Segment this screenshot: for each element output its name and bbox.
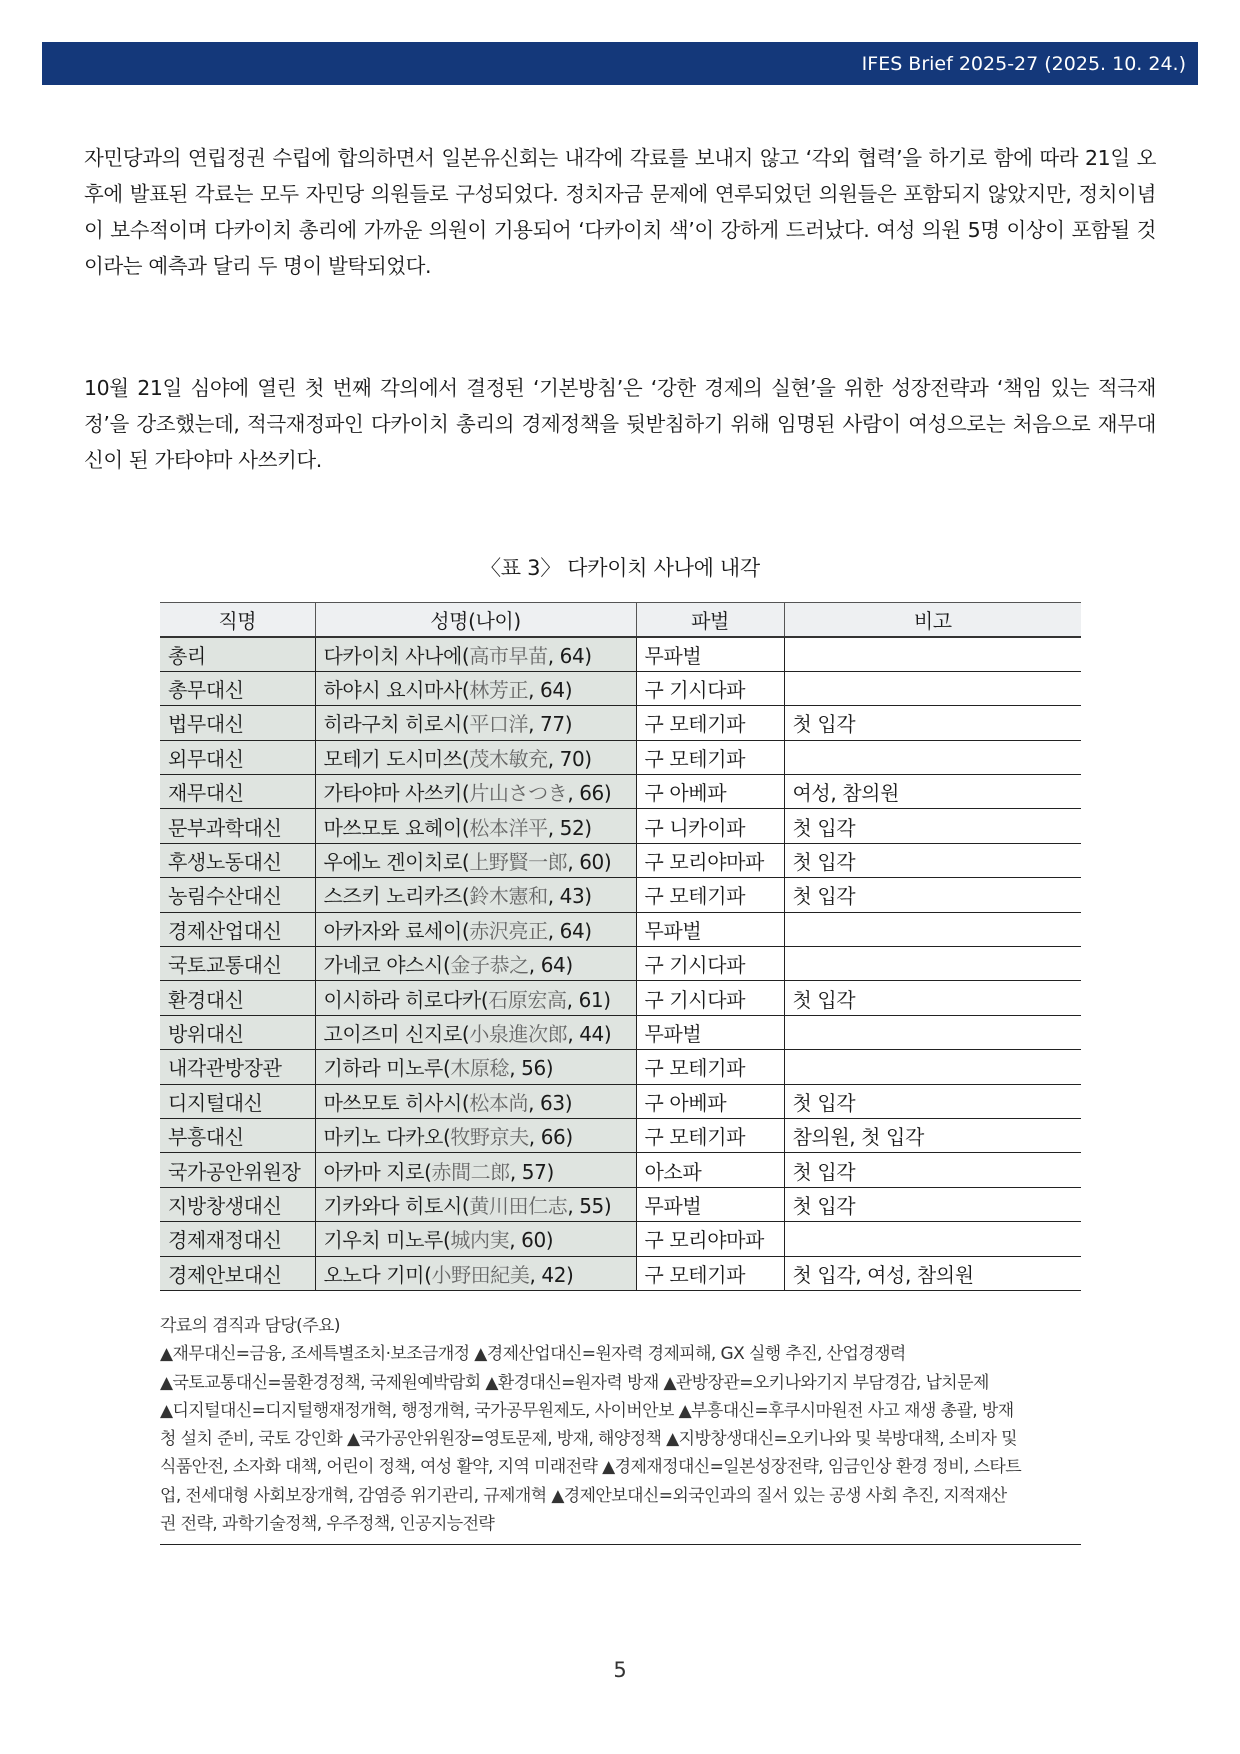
age: 66 <box>579 781 604 806</box>
name-kanji: 金子恭之 <box>450 953 529 978</box>
cabinet-table <box>160 602 1081 1291</box>
name-kanji: 赤間二郎 <box>431 1159 510 1184</box>
table-row <box>160 1084 1081 1118</box>
age: 55 <box>579 1193 604 1218</box>
cell-name: 하야시 요시마사(林芳正, 64) <box>315 671 636 705</box>
cell-note: 첫 입각 <box>784 706 1081 740</box>
table-row <box>160 1222 1081 1256</box>
age: 44 <box>579 1021 604 1046</box>
age: 70 <box>559 746 585 771</box>
cell-post: 디지털대신 <box>160 1084 315 1118</box>
name-korean: 가네코 야스시 <box>323 953 443 978</box>
table-row <box>160 843 1081 877</box>
name-kanji: 赤沢亮正 <box>469 918 548 943</box>
cell-name: 모테기 도시미쓰(茂木敏充, 70) <box>315 740 636 774</box>
cell-faction: 아소파 <box>636 1153 784 1187</box>
cell-note: 첫 입각, 여성, 참의원 <box>784 1256 1081 1290</box>
table-row <box>160 1118 1081 1152</box>
age: 64 <box>540 953 566 978</box>
table-row <box>160 671 1081 705</box>
name-korean: 마키노 다카오 <box>323 1125 443 1150</box>
cell-name: 가타야마 사쓰키(片山さつき, 66) <box>315 775 636 809</box>
cell-faction: 무파벌 <box>636 912 784 946</box>
cell-faction: 구 모테기파 <box>636 706 784 740</box>
cell-note: 참의원, 첫 입각 <box>784 1118 1081 1152</box>
cell-note <box>784 740 1081 774</box>
name-korean: 히라구치 히로시 <box>323 712 462 737</box>
name-korean: 오노다 기미 <box>323 1262 425 1287</box>
table-row <box>160 981 1081 1015</box>
name-korean: 마쓰모토 요헤이 <box>323 815 462 840</box>
age: 64 <box>559 918 585 943</box>
age: 61 <box>578 987 604 1012</box>
name-korean: 고이즈미 신지로 <box>323 1021 462 1046</box>
cell-post: 법무대신 <box>160 706 315 740</box>
cell-post: 경제산업대신 <box>160 912 315 946</box>
cell-post: 문부과학대신 <box>160 809 315 843</box>
cell-note: 첫 입각 <box>784 809 1081 843</box>
cell-name: 기카와다 히토시(黄川田仁志, 55) <box>315 1187 636 1221</box>
table-row <box>160 1050 1081 1084</box>
name-korean: 기카와다 히토시 <box>323 1193 462 1218</box>
cell-post: 부흥대신 <box>160 1118 315 1152</box>
cell-faction: 구 아베파 <box>636 775 784 809</box>
name-korean: 가타야마 사쓰키 <box>323 781 462 806</box>
cell-name: 마쓰모토 요헤이(松本洋平, 52) <box>315 809 636 843</box>
cell-note: 여성, 참의원 <box>784 775 1081 809</box>
cell-name: 히라구치 히로시(平口洋, 77) <box>315 706 636 740</box>
name-kanji: 松本尚 <box>469 1090 529 1115</box>
cell-name: 기하라 미노루(木原稔, 56) <box>315 1050 636 1084</box>
notes-heading: 각료의 겸직과 담당(주요) <box>160 1316 340 1336</box>
age: 63 <box>540 1090 565 1115</box>
name-kanji: 牧野京夫 <box>450 1125 529 1150</box>
name-korean: 이시하라 히로다카 <box>323 987 481 1012</box>
notes-line: 청 설치 준비, 국토 강인화 ▲국가공안위원장=영토문제, 방재, 해양정책 ▲지방창생대신=오키나와 및 북방대책, 소비자 및 <box>160 1429 1017 1450</box>
name-kanji: 黄川田仁志 <box>469 1193 568 1218</box>
name-kanji: 松本洋平 <box>469 815 548 840</box>
cell-name: 아카마 지로(赤間二郎, 57) <box>315 1153 636 1187</box>
notes-line: 식품안전, 소자화 대책, 어린이 정책, 여성 활약, 지역 미래전략 ▲경제재정대신=일본성장전략, 임금인상 환경 정비, 스타트 <box>160 1457 1022 1478</box>
cell-note: 첫 입각 <box>784 981 1081 1015</box>
cell-note <box>784 1015 1081 1049</box>
cell-name: 아카자와 료세이(赤沢亮正, 64) <box>315 912 636 946</box>
name-kanji: 上野賢一郎 <box>469 850 568 875</box>
cell-post: 경제안보대신 <box>160 1256 315 1290</box>
table-row <box>160 912 1081 946</box>
name-kanji: 茂木敏充 <box>469 746 548 771</box>
table-notes <box>160 1312 1081 1545</box>
table-row <box>160 878 1081 912</box>
cell-faction: 구 모테기파 <box>636 1118 784 1152</box>
cell-faction: 무파벌 <box>636 637 784 671</box>
cell-name: 마쓰모토 히사시(松本尚, 63) <box>315 1084 636 1118</box>
name-kanji: 高市早苗 <box>469 643 548 668</box>
name-korean: 기우치 미노루 <box>323 1228 443 1253</box>
cell-name: 고이즈미 신지로(小泉進次郎, 44) <box>315 1015 636 1049</box>
notes-line: ▲재무대신=금융, 조세특별조치·보조금개정 ▲경제산업대신=원자력 경제피해, GX 실행 추진, 산업경쟁력 <box>160 1344 906 1365</box>
age: 60 <box>521 1228 546 1253</box>
name-korean: 다카이치 사나에 <box>323 643 462 668</box>
cell-name: 기우치 미노루(城内実, 60) <box>315 1222 636 1256</box>
age: 43 <box>559 884 585 909</box>
cell-faction: 구 기시다파 <box>636 947 784 981</box>
cell-faction: 구 기시다파 <box>636 981 784 1015</box>
notes-line: ▲디지털대신=디지털행재정개혁, 행정개혁, 국가공무원제도, 사이버안보 ▲부흥대신=후쿠시마원전 사고 재생 총괄, 방재 <box>160 1400 1014 1421</box>
cell-post: 지방창생대신 <box>160 1187 315 1221</box>
table-row <box>160 637 1081 671</box>
table-row <box>160 947 1081 981</box>
table-row <box>160 1153 1081 1187</box>
page-number: 5 <box>613 1658 627 1682</box>
name-korean: 모테기 도시미쓰 <box>323 746 462 771</box>
name-korean: 마쓰모토 히사시 <box>323 1090 462 1115</box>
name-kanji: 林芳正 <box>469 678 529 703</box>
cell-note <box>784 671 1081 705</box>
cell-post: 총무대신 <box>160 671 315 705</box>
cell-name: 이시하라 히로다카(石原宏高, 61) <box>315 981 636 1015</box>
notes-line: ▲국토교통대신=물환경정책, 국제원예박람회 ▲환경대신=원자력 방재 ▲관방장관=오키나와기지 부담경감, 납치문제 <box>160 1372 989 1393</box>
name-korean: 스즈키 노리카즈 <box>323 884 462 909</box>
cell-faction: 구 니카이파 <box>636 809 784 843</box>
header-note: 비고 <box>784 603 1081 638</box>
name-kanji: 片山さつき <box>469 781 568 806</box>
cell-name: 가네코 야스시(金子恭之, 64) <box>315 947 636 981</box>
cell-faction: 구 모테기파 <box>636 740 784 774</box>
cell-post: 방위대신 <box>160 1015 315 1049</box>
paragraph-2: 10월 21일 심야에 열린 첫 번째 각의에서 결정된 ‘기본방침’은 ‘강한 경제의 실현’을 위한 성장전략과 ‘책임 있는 적극재정’을 강조했는데, 적극재정파인 다카이치 총리의 경제정책을 뒷받침하기 위해 임명된 사람이 여성으로는 처음으로 재무대신이 된 가타야마 사쓰키다. <box>84 376 1156 472</box>
age: 77 <box>540 712 565 737</box>
table-header-row <box>160 603 1081 638</box>
cell-note <box>784 1222 1081 1256</box>
cell-note: 첫 입각 <box>784 1153 1081 1187</box>
cell-post: 경제재정대신 <box>160 1222 315 1256</box>
cell-name: 다카이치 사나에(高市早苗, 64) <box>315 637 636 671</box>
cell-faction: 구 기시다파 <box>636 671 784 705</box>
cell-faction: 구 모리야마파 <box>636 1222 784 1256</box>
name-kanji: 木原稔 <box>450 1056 510 1081</box>
table-row <box>160 1015 1081 1049</box>
name-kanji: 石原宏高 <box>488 987 567 1012</box>
age: 56 <box>521 1056 546 1081</box>
cell-post: 재무대신 <box>160 775 315 809</box>
cell-faction: 무파벌 <box>636 1187 784 1221</box>
cell-post: 총리 <box>160 637 315 671</box>
header-name: 성명(나이) <box>315 603 636 638</box>
cell-note: 첫 입각 <box>784 843 1081 877</box>
table-row <box>160 1187 1081 1221</box>
name-kanji: 鈴木憲和 <box>469 884 548 909</box>
cell-note: 첫 입각 <box>784 878 1081 912</box>
table-row <box>160 809 1081 843</box>
age: 64 <box>540 678 565 703</box>
name-korean: 아카마 지로 <box>323 1159 425 1184</box>
notes-line: 권 전략, 과학기술정책, 우주정책, 인공지능전략 <box>160 1514 495 1535</box>
name-korean: 기하라 미노루 <box>323 1056 443 1081</box>
cell-post: 환경대신 <box>160 981 315 1015</box>
name-kanji: 小野田紀美 <box>431 1262 530 1287</box>
notes-line: 업, 전세대형 사회보장개혁, 감염증 위기관리, 규제개혁 ▲경제안보대신=외국인과의 질서 있는 공생 사회 추진, 지적재산 <box>160 1485 1007 1506</box>
cell-faction: 구 아베파 <box>636 1084 784 1118</box>
age: 60 <box>579 850 604 875</box>
brief-issue-label: IFES Brief 2025-27 (2025. 10. 24.) <box>861 52 1186 75</box>
cell-faction: 구 모리야마파 <box>636 843 784 877</box>
paragraph-1: 자민당과의 연립정권 수립에 합의하면서 일본유신회는 내각에 각료를 보내지 않고 ‘각외 협력’을 하기로 함에 따라 21일 오후에 발표된 각료는 모두 자민당 의원들로 구성되었다. 정치자금 문제에 연루되었던 의원들은 포함되지 않았지만, 정치이념이 보수적이며 다카이치 총리에 가까운 의원이 기용되어 ‘다카이치 색’이 강하게 드러났다. 여성 의원 5명 이상이 포함될 것이라는 예측과 달리 두 명이 발탁되었다. <box>84 146 1156 278</box>
header-post: 직명 <box>160 603 315 638</box>
cell-post: 국가공안위원장 <box>160 1153 315 1187</box>
cell-post: 후생노동대신 <box>160 843 315 877</box>
cell-note: 첫 입각 <box>784 1084 1081 1118</box>
cell-note <box>784 912 1081 946</box>
table-row <box>160 775 1081 809</box>
cell-post: 내각관방장관 <box>160 1050 315 1084</box>
table-title: 〈표 3〉 다카이치 사나에 내각 <box>480 556 760 580</box>
name-kanji: 小泉進次郎 <box>469 1021 568 1046</box>
cell-name: 마키노 다카오(牧野京夫, 66) <box>315 1118 636 1152</box>
header-bar <box>42 42 1198 85</box>
header-faction: 파벌 <box>636 603 784 638</box>
name-kanji: 城内実 <box>450 1228 510 1253</box>
age: 57 <box>521 1159 547 1184</box>
cell-name: 스즈키 노리카즈(鈴木憲和, 43) <box>315 878 636 912</box>
cell-faction: 구 모테기파 <box>636 878 784 912</box>
name-korean: 하야시 요시마사 <box>323 678 462 703</box>
cell-note <box>784 637 1081 671</box>
cell-name: 오노다 기미(小野田紀美, 42) <box>315 1256 636 1290</box>
cell-faction: 무파벌 <box>636 1015 784 1049</box>
cell-post: 외무대신 <box>160 740 315 774</box>
table-row <box>160 740 1081 774</box>
cell-post: 농림수산대신 <box>160 878 315 912</box>
cell-name: 우에노 겐이치로(上野賢一郎, 60) <box>315 843 636 877</box>
cell-faction: 구 모테기파 <box>636 1256 784 1290</box>
age: 66 <box>540 1125 566 1150</box>
name-kanji: 平口洋 <box>469 712 529 737</box>
age: 42 <box>541 1262 567 1287</box>
age: 64 <box>559 643 585 668</box>
age: 52 <box>559 815 585 840</box>
cell-note <box>784 947 1081 981</box>
table-row <box>160 706 1081 740</box>
cell-post: 국토교통대신 <box>160 947 315 981</box>
cell-note: 첫 입각 <box>784 1187 1081 1221</box>
name-korean: 아카자와 료세이 <box>323 918 462 943</box>
cell-note <box>784 1050 1081 1084</box>
cell-faction: 구 모테기파 <box>636 1050 784 1084</box>
name-korean: 우에노 겐이치로 <box>323 850 462 875</box>
table-row <box>160 1256 1081 1290</box>
